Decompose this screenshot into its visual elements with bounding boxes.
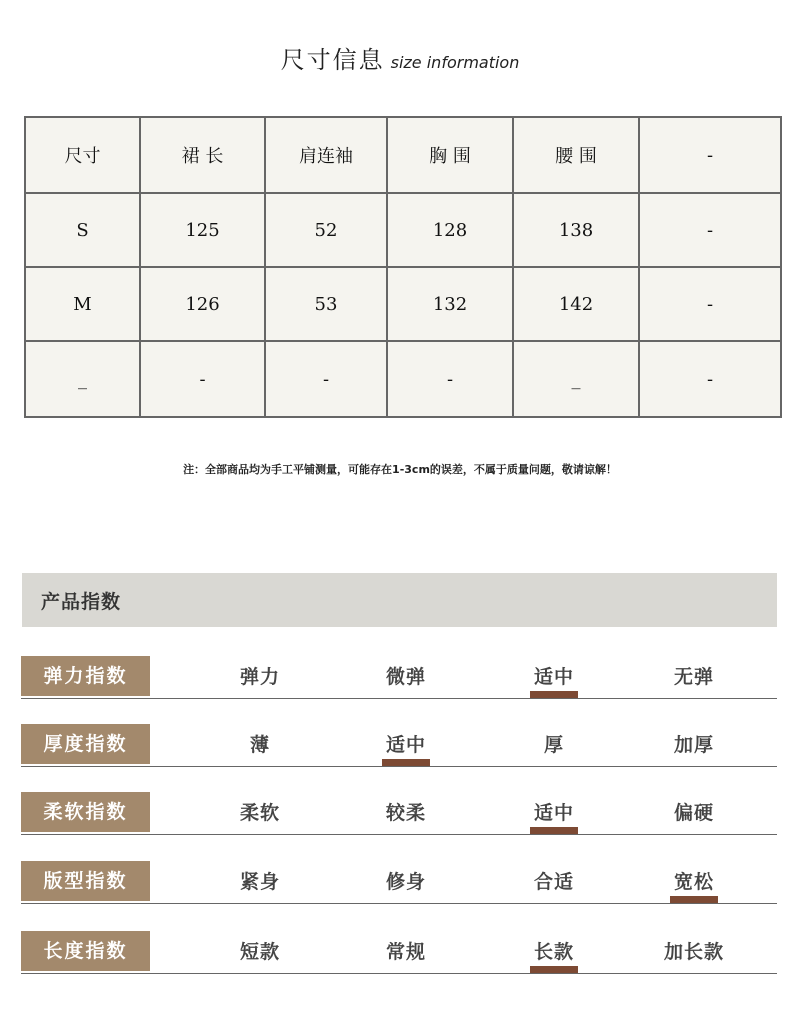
size-info-title bbox=[0, 40, 800, 75]
index-option: 偏硬 bbox=[673, 802, 715, 824]
index-option-selected: 长款 bbox=[534, 937, 574, 967]
table-cell: 胸 围 bbox=[387, 117, 513, 193]
index-option-selected: 宽松 bbox=[674, 867, 714, 897]
product-index-title: 产品指数 bbox=[41, 591, 122, 613]
index-row-label: 弹力指数 bbox=[21, 656, 150, 696]
index-row-label: 厚度指数 bbox=[21, 724, 150, 764]
table-row bbox=[25, 117, 781, 193]
index-row bbox=[21, 931, 777, 974]
table-cell: 132 bbox=[387, 267, 513, 341]
table-cell: 53 bbox=[265, 267, 387, 341]
index-option: 微弹 bbox=[385, 666, 427, 688]
index-row-label: 柔软指数 bbox=[21, 792, 150, 832]
index-option: 短款 bbox=[239, 941, 281, 963]
table-row bbox=[25, 341, 781, 417]
index-option: 紧身 bbox=[239, 871, 281, 893]
index-option: 弹力 bbox=[239, 666, 281, 688]
table-cell: - bbox=[639, 267, 781, 341]
measurement-note: 注：全部商品均为手工平铺测量，可能存在1-3cm的误差，不属于质量问题，敬请谅解！ bbox=[183, 463, 617, 476]
table-cell: - bbox=[639, 117, 781, 193]
product-index-header bbox=[22, 573, 777, 627]
index-option: 柔软 bbox=[239, 802, 281, 824]
table-cell: 142 bbox=[513, 267, 639, 341]
index-option-selected: 适中 bbox=[534, 662, 574, 692]
title-english: size information bbox=[390, 53, 520, 72]
table-cell: _ bbox=[513, 341, 639, 417]
size-table bbox=[24, 116, 782, 418]
index-option: 常规 bbox=[385, 941, 427, 963]
table-cell: S bbox=[25, 193, 140, 267]
index-option: 加长款 bbox=[663, 941, 725, 963]
table-cell: 尺寸 bbox=[25, 117, 140, 193]
index-row-label: 长度指数 bbox=[21, 931, 150, 971]
table-cell: - bbox=[639, 193, 781, 267]
table-cell: 126 bbox=[140, 267, 265, 341]
title-chinese: 尺寸信息 bbox=[280, 46, 385, 74]
index-option: 薄 bbox=[249, 734, 271, 756]
index-row bbox=[21, 724, 777, 767]
index-option: 加厚 bbox=[673, 734, 715, 756]
table-cell: - bbox=[387, 341, 513, 417]
table-cell: 腰 围 bbox=[513, 117, 639, 193]
table-cell: - bbox=[639, 341, 781, 417]
table-row bbox=[25, 193, 781, 267]
table-cell: 52 bbox=[265, 193, 387, 267]
table-row bbox=[25, 267, 781, 341]
index-row bbox=[21, 861, 777, 904]
index-option: 修身 bbox=[385, 871, 427, 893]
index-option: 较柔 bbox=[385, 802, 427, 824]
table-cell: 裙 长 bbox=[140, 117, 265, 193]
table-cell: M bbox=[25, 267, 140, 341]
table-cell: 128 bbox=[387, 193, 513, 267]
index-option: 合适 bbox=[533, 871, 575, 893]
index-option-selected: 适中 bbox=[386, 730, 426, 760]
table-cell: _ bbox=[25, 341, 140, 417]
table-cell: - bbox=[265, 341, 387, 417]
table-cell: - bbox=[140, 341, 265, 417]
table-cell: 138 bbox=[513, 193, 639, 267]
index-row-label: 版型指数 bbox=[21, 861, 150, 901]
table-cell: 肩连袖 bbox=[265, 117, 387, 193]
index-option: 厚 bbox=[543, 734, 565, 756]
index-row bbox=[21, 656, 777, 699]
table-cell: 125 bbox=[140, 193, 265, 267]
index-option: 无弹 bbox=[673, 666, 715, 688]
index-option-selected: 适中 bbox=[534, 798, 574, 828]
index-row bbox=[21, 792, 777, 835]
